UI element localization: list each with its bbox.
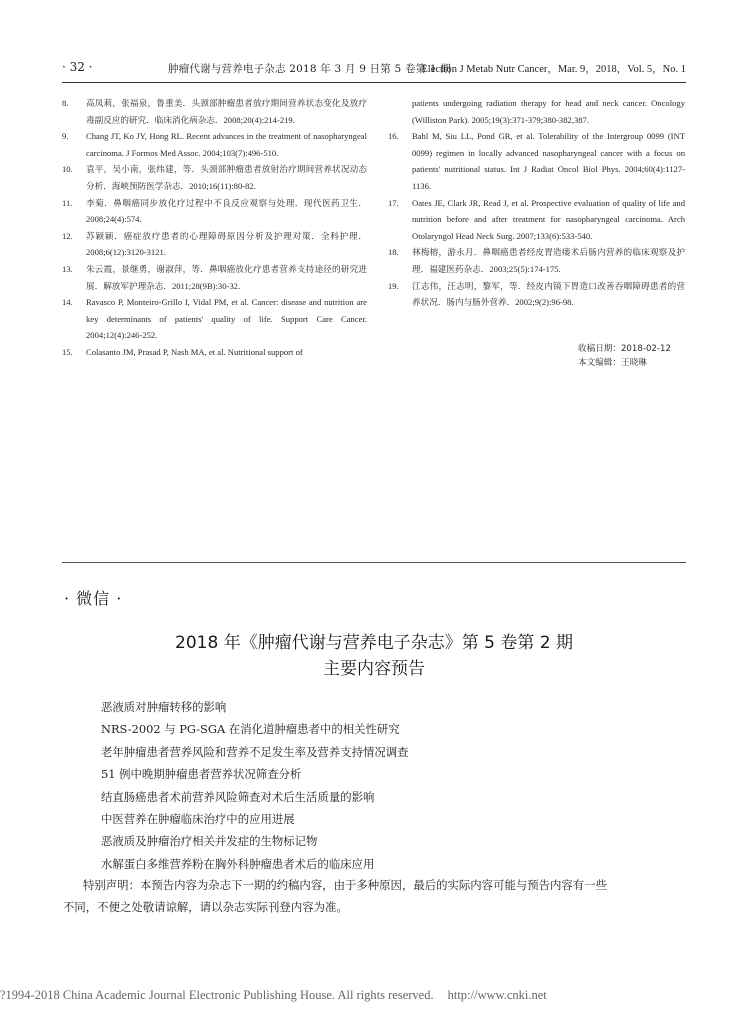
notice-title-line1: 2018 年《肿瘤代谢与营养电子杂志》第 5 卷第 2 期 xyxy=(175,633,573,653)
notice-title xyxy=(62,630,686,682)
received-date: 收稿日期：2018-02-12 xyxy=(578,344,671,354)
article-received-info xyxy=(578,342,671,370)
journal-title-cn: 肿瘤代谢与营养电子杂志 2018 年 3 月 9 日第 5 卷第 1 期 xyxy=(168,63,452,75)
section-label: · 微信 · xyxy=(64,589,123,608)
list-item: 水解蛋白多维营养粉在胸外科肿瘤患者术后的临床应用 xyxy=(101,856,375,871)
list-item: 51 例中晚期肿瘤患者营养状况筛查分析 xyxy=(101,767,302,782)
copyright-footer xyxy=(0,988,755,1003)
page-number: · 32 · xyxy=(62,60,93,74)
article-editor: 本文编辑：王晓琳 xyxy=(578,358,647,368)
header-divider xyxy=(62,82,686,83)
reference-item: patients undergoing radiation therapy for head and neck cancer. Oncology (Williston Park). 2005;19(3):371-379;380-382,387. xyxy=(412,98,685,125)
list-item: 恶液质对肿瘤转移的影响 xyxy=(101,700,227,714)
reference-item: 18. 林梅榕，游永月．鼻咽癌患者经皮胃造瘘术后肠内营养的临床观察及护理．福建医药杂志．2003;25(5):174-175. xyxy=(388,247,685,274)
references-left-column xyxy=(62,95,367,361)
list-item: 结直肠癌患者术前营养风险筛查对术后生活质量的影响 xyxy=(101,789,375,804)
special-statement xyxy=(63,874,683,918)
statement-line1: 特别声明：本预告内容为杂志下一期的约稿内容，由于多种原因，最后的实际内容可能与预告内容有一些 xyxy=(83,878,607,892)
list-item: 中医营养在肿瘤临床治疗中的应用进展 xyxy=(101,812,295,827)
reference-item: 12. 苏颖颖．癌症放疗患者的心理障碍原因分析及护理对策．全科护理．2008;6(12):3120-3121. xyxy=(62,230,367,258)
running-header xyxy=(62,60,686,80)
footer-url[interactable]: http://www.cnki.net xyxy=(447,988,547,1002)
reference-item: 14. Ravasco P, Monteiro-Grillo I, Vidal PM, et al. Cancer: disease and nutrition are key determinants of patients' quality of life. Support Care Cancer. 2004;12(4):246-252. xyxy=(62,297,367,341)
reference-item: 8. 高凤莉，张福泉，鲁重美．头颈部肿瘤患者放疗期间营养状态变化及放疗毒副反应的研究．临床消化病杂志．2008;20(4):214-219. xyxy=(62,98,367,125)
reference-item: 19. 江志伟，汪志明，黎军，等．经皮内镜下胃造口改善吞咽障碍患者的营养状况．肠内与肠外营养．2002;9(2):96-98. xyxy=(388,280,685,308)
reference-item: 9. Chang JT, Ko JY, Hong RL. Recent advances in the treatment of nasopharyngeal carcinoma. J Formos Med Assoc. 2004;103(7):496-510. xyxy=(62,131,367,158)
list-item: NRS-2002 与 PG-SGA 在消化道肿瘤患者中的相关性研究 xyxy=(101,722,400,737)
reference-item: 15. Colasanto JM, Prasad P, Nash MA, et al. Nutritional support of xyxy=(62,346,303,357)
list-item: 老年肿瘤患者营养风险和营养不足发生率及营养支持情况调查 xyxy=(101,744,409,759)
reference-item: 10. 袁平，吴小南，张纬建，等．头颈部肿瘤患者放射治疗期间营养状况动态分析．海峡预防医学杂志．2010;16(11):80-82. xyxy=(62,164,367,191)
reference-item: 17. Oates JE, Clark JR, Read J, et al. Prospective evaluation of quality of life and nutrition before and after treatment for nasopharyngeal carcinoma. Arch Otolaryngol Head Neck Surg. 2007;133(6):533-540. xyxy=(388,197,685,241)
preview-article-list xyxy=(101,696,661,875)
reference-item: 16. Bahl M, Siu LL, Pond GR, et al. Tolerability of the Intergroup 0099 (INT 0099) regimen in locally advanced nasopharyngeal cancer with a focus on patients' nutritional status. Int J Radiat Oncol Biol Phys. 2004;60(4):1127-1136. xyxy=(388,131,685,191)
references-right-column xyxy=(388,95,685,311)
section-divider xyxy=(62,562,686,563)
list-item: 恶液质及肿瘤治疗相关并发症的生物标记物 xyxy=(101,834,318,849)
reference-item: 11. 李菊．鼻咽癌同步放化疗过程中不良反应观察与处理．现代医药卫生．2008;24(4):574. xyxy=(62,197,367,225)
copyright-text: ?1994-2018 China Academic Journal Electronic Publishing House. All rights reserved. xyxy=(0,988,434,1002)
statement-line2: 不同，不便之处敬请谅解，请以杂志实际刊登内容为准。 xyxy=(63,900,348,914)
notice-title-line2: 主要内容预告 xyxy=(323,659,425,679)
reference-item: 13. 朱云霞，景继勇，谢淑萍，等．鼻咽癌放化疗患者营养支持途径的研究进展．解放军护理杂志．2011;28(9B):30-32. xyxy=(62,263,367,291)
journal-title-en: Electron J Metab Nutr Cancer，Mar. 9，2018，Vol. 5，No. 1 xyxy=(421,64,686,75)
